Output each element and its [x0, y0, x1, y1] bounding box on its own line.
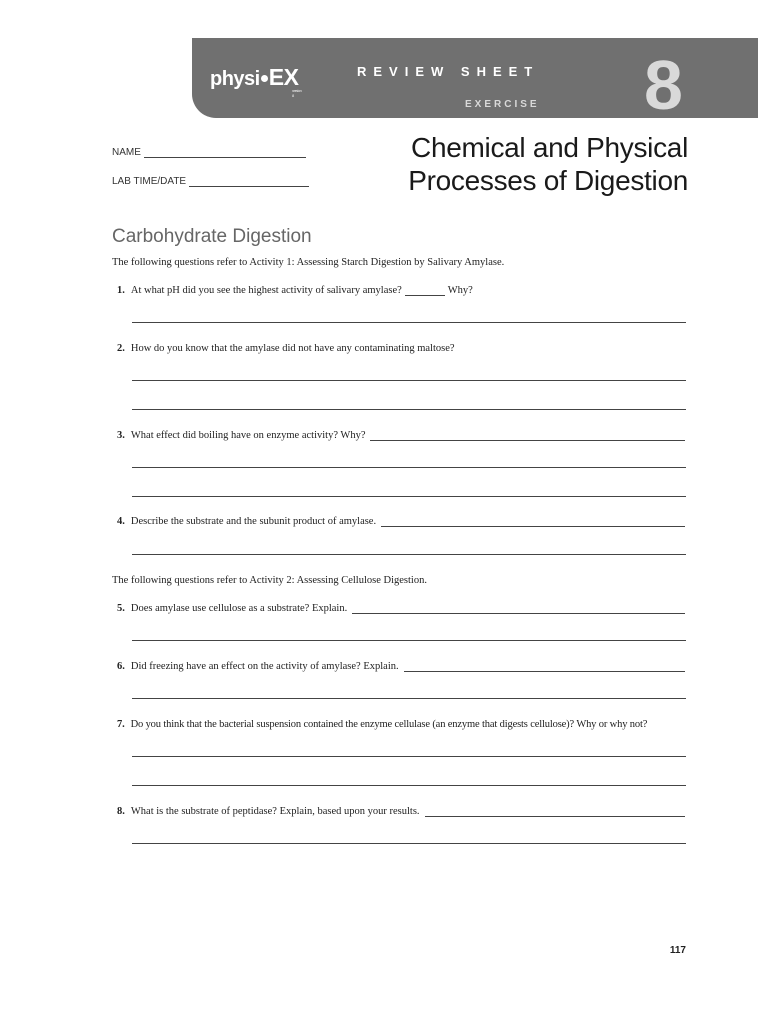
- physioex-logo: [210, 64, 302, 98]
- answer-fill-line[interactable]: [404, 662, 685, 672]
- question-text: What is the substrate of peptidase? Explain, based upon your results.: [130, 806, 420, 817]
- question-number: 3.: [117, 430, 125, 441]
- question-text: How do you know that the amylase did not have any contaminating maltose?: [130, 343, 455, 354]
- question-text: Did freezing have an effect on the activity of amylase? Explain.: [130, 661, 399, 672]
- exercise-number: 8: [644, 46, 683, 124]
- question-1: [117, 285, 685, 296]
- labtime-label: LAB TIME/DATE: [112, 176, 187, 187]
- activity-2-intro: The following questions refer to Activity 2: Assessing Cellulose Digestion.: [112, 575, 427, 586]
- page-title: [408, 131, 688, 197]
- question-number: 4.: [117, 516, 125, 527]
- question-text: At what pH did you see the highest activity of salivary amylase?: [130, 285, 402, 296]
- answer-line[interactable]: [132, 322, 686, 323]
- page-number: 117: [669, 945, 686, 956]
- logo-version: version 8: [292, 88, 302, 98]
- answer-fill-line[interactable]: [352, 604, 685, 614]
- question-7: [117, 719, 685, 730]
- answer-line[interactable]: [132, 640, 686, 641]
- section-title: Carbohydrate Digestion: [112, 226, 312, 247]
- question-8: [117, 806, 685, 817]
- question-text: Does amylase use cellulose as a substrate? Explain.: [130, 603, 348, 614]
- question-4: [117, 516, 685, 527]
- question-number: 7.: [117, 719, 125, 730]
- question-number: 5.: [117, 603, 125, 614]
- answer-line[interactable]: [132, 843, 686, 844]
- answer-line[interactable]: [132, 698, 686, 699]
- name-label: NAME: [112, 147, 141, 158]
- question-3: [117, 430, 685, 441]
- question-text: Do you think that the bacterial suspension contained the enzyme cellulase (an enzyme that digests cellulose)? Why or why not?: [130, 719, 648, 730]
- title-line-2: Processes of Digestion: [408, 165, 688, 196]
- question-number: 8.: [117, 806, 125, 817]
- answer-line[interactable]: [132, 496, 686, 497]
- answer-line[interactable]: [132, 785, 686, 786]
- question-number: 2.: [117, 343, 125, 354]
- title-line-1: Chemical and Physical: [411, 132, 688, 163]
- exercise-label: EXERCISE: [465, 99, 540, 110]
- logo-dot-icon: [261, 75, 268, 82]
- question-number: 6.: [117, 661, 125, 672]
- activity-1-intro: The following questions refer to Activity 1: Assessing Starch Digestion by Salivary Amylase.: [112, 257, 505, 268]
- labtime-underline[interactable]: [189, 176, 309, 187]
- answer-line[interactable]: [132, 756, 686, 757]
- answer-fill-line[interactable]: [381, 517, 685, 527]
- answer-line[interactable]: [132, 467, 686, 468]
- header-banner: [192, 38, 758, 124]
- answer-blank[interactable]: [405, 286, 445, 296]
- name-field[interactable]: [112, 147, 306, 158]
- question-5: [117, 603, 685, 614]
- answer-fill-line[interactable]: [370, 431, 685, 441]
- name-underline[interactable]: [144, 147, 306, 158]
- labtime-field[interactable]: [112, 176, 309, 187]
- answer-fill-line[interactable]: [425, 807, 685, 817]
- question-number: 1.: [117, 285, 125, 296]
- answer-line[interactable]: [132, 409, 686, 410]
- question-6: [117, 661, 685, 672]
- question-text: What effect did boiling have on enzyme activity? Why?: [130, 430, 366, 441]
- question-text: Describe the substrate and the subunit product of amylase.: [130, 516, 377, 527]
- question-2: [117, 343, 685, 354]
- answer-line[interactable]: [132, 380, 686, 381]
- logo-text: physi: [210, 68, 260, 90]
- review-sheet-label: REVIEW SHEET: [357, 64, 540, 79]
- question-suffix: Why?: [447, 285, 473, 296]
- answer-line[interactable]: [132, 554, 686, 555]
- logo-ex-text: EX: [268, 64, 299, 90]
